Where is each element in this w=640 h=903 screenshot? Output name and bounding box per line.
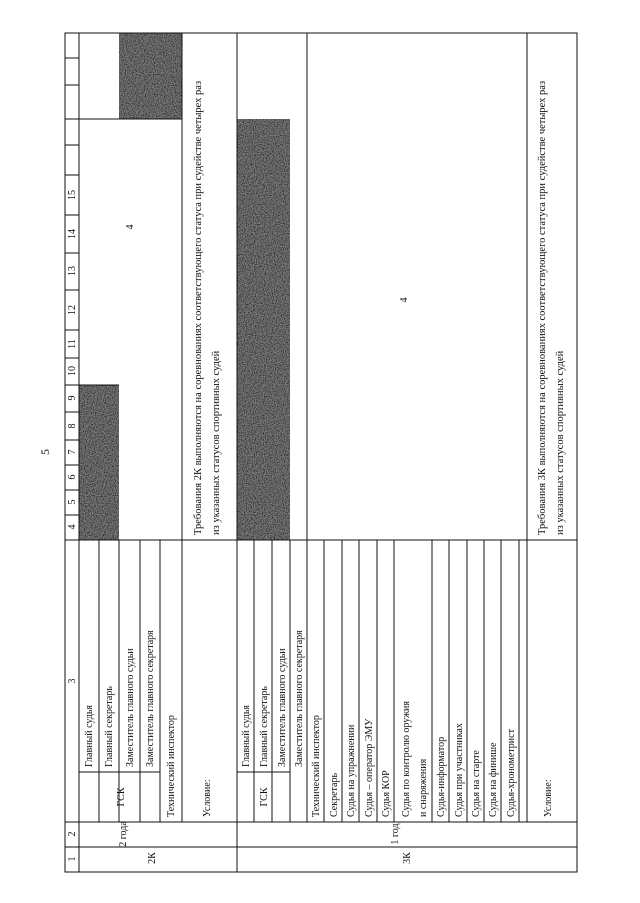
role-2k: Главный секретарь <box>104 686 115 767</box>
header-cell: 14 <box>67 229 78 239</box>
role-3k: Судья-хронометрист <box>506 729 517 817</box>
role-3k: Заместитель главного секретаря <box>294 630 305 767</box>
role-3k: Главный судья <box>241 704 252 767</box>
header-cell: 2 <box>67 831 78 837</box>
header-cell: 4 <box>67 524 78 530</box>
category-2k: 2К <box>147 852 158 864</box>
header-row <box>67 190 78 862</box>
period-2k: 2 года <box>118 821 129 847</box>
count-2k: 4 <box>125 224 136 230</box>
condition-label-3k: Условие: <box>543 779 554 817</box>
page-number: 5 <box>38 449 52 455</box>
condition-text-2k-line1: Требования 2К выполняются на соревнованиях соответствующего статуса при судействе четырех раз <box>193 80 204 535</box>
role-2k: Технический инспектор <box>166 715 177 817</box>
shaded-cells <box>79 33 290 540</box>
role-3k: Судья КОР <box>381 770 392 817</box>
condition-text-3k-line1: Требования 3К выполняются на соревнованиях соответствующего статуса при судействе четырех раз <box>537 80 548 535</box>
gsk-2k: ГСК <box>116 787 127 807</box>
role-2k: Заместитель главного секретаря <box>145 630 156 767</box>
role-3k: Судья – оператор ЭМУ <box>364 718 375 817</box>
role-3k: Судья-информатор <box>436 736 447 817</box>
header-cell: 11 <box>67 339 78 349</box>
condition-label-2k: Условие: <box>202 779 213 817</box>
condition-text-2k-line2: из указанных статусов спортивных судей <box>211 350 222 535</box>
role-3k: Технический инспектор <box>311 715 322 817</box>
header-cell: 10 <box>67 366 78 376</box>
header-cell: 5 <box>67 499 78 505</box>
role-3k: Судья на старте <box>471 750 482 817</box>
role-3k: Главный секретарь <box>259 686 270 767</box>
header-cell: 1 <box>67 856 78 862</box>
gsk-3k: ГСК <box>259 787 270 807</box>
count-3k: 4 <box>399 297 410 303</box>
header-cell: 13 <box>67 266 78 276</box>
role-3k: Заместитель главного судьи <box>277 648 288 767</box>
role-2k: Главный судья <box>84 704 95 767</box>
role-3k: и снаряжения <box>418 758 429 817</box>
role-2k: Заместитель главного судьи <box>125 648 136 767</box>
header-cell: 8 <box>67 423 78 429</box>
role-3k: Секретарь <box>329 772 340 817</box>
header-cell: 7 <box>67 449 78 455</box>
role-3k: Судья на упражнении <box>346 724 357 817</box>
period-3k: 1 год <box>390 823 401 845</box>
header-cell: 15 <box>67 190 78 200</box>
role-3k: Судья по контролю оружия <box>401 700 412 817</box>
header-cell: 6 <box>67 474 78 480</box>
role-3k: Судья на финише <box>488 742 499 817</box>
category-3k: 3К <box>402 852 413 864</box>
condition-text-3k-line2: из указанных статусов спортивных судей <box>555 350 566 535</box>
header-cell: 3 <box>67 678 78 684</box>
role-3k: Судья при участниках <box>454 723 465 817</box>
header-cell: 9 <box>67 395 78 401</box>
header-cell: 12 <box>67 305 78 315</box>
